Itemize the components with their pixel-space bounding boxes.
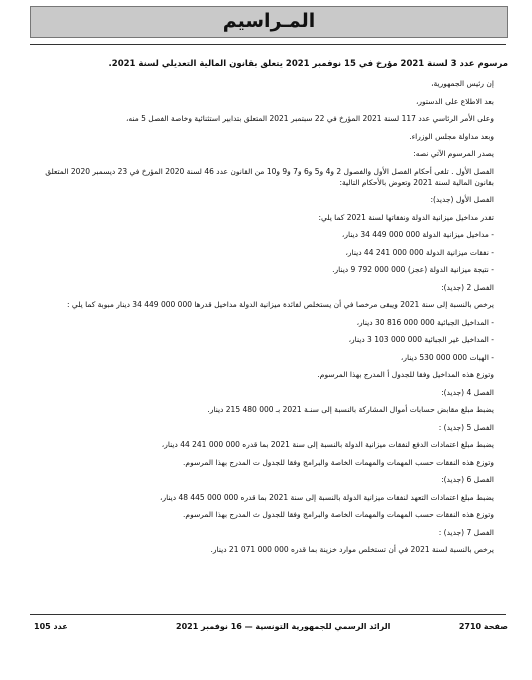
- journal-name: الرائد الرسمي للجمهورية التونسية — 16 نوفمبر 2021: [176, 622, 391, 631]
- list-item: - المداخيل الجبائية 000 000 816 30 دينار،: [356, 317, 494, 327]
- paragraph: تقدر مداخيل ميزانية الدولة ونفقاتها لسنة 2021 كما يلي:: [318, 212, 494, 222]
- section-title: المـراسيم: [222, 10, 316, 32]
- article-heading: الفصل 6 (جديد):: [441, 475, 494, 484]
- article-heading: الفصل 4 (جديد):: [441, 387, 494, 397]
- article-heading: الفصل 2 (جديد):: [441, 282, 494, 292]
- issue-number: عدد 105: [34, 622, 68, 631]
- article-heading: الفصل 7 (جديد) :: [438, 527, 494, 537]
- paragraph: إن رئيس الجمهورية،: [431, 79, 494, 88]
- page-number: صفحة 2710: [458, 622, 508, 631]
- list-item: - المداخيل غير الجبائية 000 000 103 3 دينار،: [348, 335, 494, 344]
- paragraph: وبعد مداولة مجلس الوزراء.: [409, 131, 494, 141]
- header-rule: [30, 44, 506, 45]
- paragraph: وتوزع هذه النفقات حسب المهمات والمهمات الخاصة والبرامج وفقا للجدول ت المدرج بهذا المرسوم.: [183, 457, 494, 467]
- section-header: [30, 6, 508, 38]
- paragraph: يضبط مبلغ مقابض حسابات أموال المشاركة بالنسبة إلى سنـة 2021 بـ 000 480 215 دينار.: [207, 405, 494, 414]
- paragraph: وتوزع هذه المداخيل وفقا للجدول أ المدرج بهذا المرسوم.: [317, 370, 494, 379]
- paragraph: يصدر المرسوم الآتي نصه:: [413, 149, 494, 158]
- list-item: - الهبات 000 000 530 دينار،: [400, 352, 494, 362]
- paragraph: وتوزع هذه النفقات حسب المهمات والمهمات الخاصة والبرامج وفقا للجدول ث المدرج بهذا المرسوم.: [183, 510, 494, 519]
- list-item: - مداخيل ميزانية الدولة 000 000 449 34 دينار،: [341, 230, 494, 239]
- paragraph: وعلى الأمر الرئاسي عدد 117 لسنة 2021 المؤرخ في 22 سبتمبر 2021 المتعلق بتدابير استثنائية وخاصة الفصل 5 منه،: [126, 114, 494, 123]
- decree-body: [34, 59, 508, 562]
- paragraph: يضبط مبلغ اعتمادات الدفع لنفقات ميزانية الدولة بالنسبة إلى سنة 2021 بما قدره 000 000 241 44 دينار،: [161, 440, 494, 449]
- list-item: - نتيجة ميزانية الدولة (عجز) 000 000 792 9 دينار.: [332, 265, 494, 274]
- article-heading: الفصل الأول (جديد):: [430, 195, 494, 204]
- page-footer: [34, 622, 508, 636]
- article-heading: الفصل 5 (جديد) :: [438, 422, 494, 432]
- paragraph: يرخص بالنسبة إلى سنة 2021 ويبقى مرخصا في أن يستخلص لفائدة ميزانية الدولة مداخيل قدرها 000 000 449 34 دينار مبوبة كما يلي :: [66, 300, 494, 309]
- footer-rule: [30, 614, 506, 615]
- paragraph: يضبط مبلغ اعتمادات التعهد لنفقات ميزانية الدولة بالنسبة إلى سنة 2021 بما قدره 000 000 445 48 دينار،: [160, 492, 494, 502]
- list-item: - نفقات ميزانية الدولة 000 000 241 44 دينار،: [345, 247, 494, 257]
- decree-title: مرسوم عدد 3 لسنة 2021 مؤرخ في 15 نوفمبر 2021 يتعلق بقانون المالية التعديلي لسنة 2021.: [108, 59, 508, 69]
- paragraph: يرخص بالنسبة لسنة 2021 في أن تستخلص موارد خزينة بما قدره 000 000 071 21 دينار.: [210, 545, 494, 554]
- paragraph: بعد الاطلاع على الدستور،: [415, 96, 494, 106]
- paragraph: الفصل الأول . تلغى أحكام الفصل الأول والفصول 2 و4 و5 و6 و7 و9 و10 من القانون عدد 46 لسنة 2020 المؤرخ في 23 ديسمبر 2020 المتعلق بقانون المالية لسنة 2021 وتعوض بالأحكام التالية:: [45, 166, 494, 187]
